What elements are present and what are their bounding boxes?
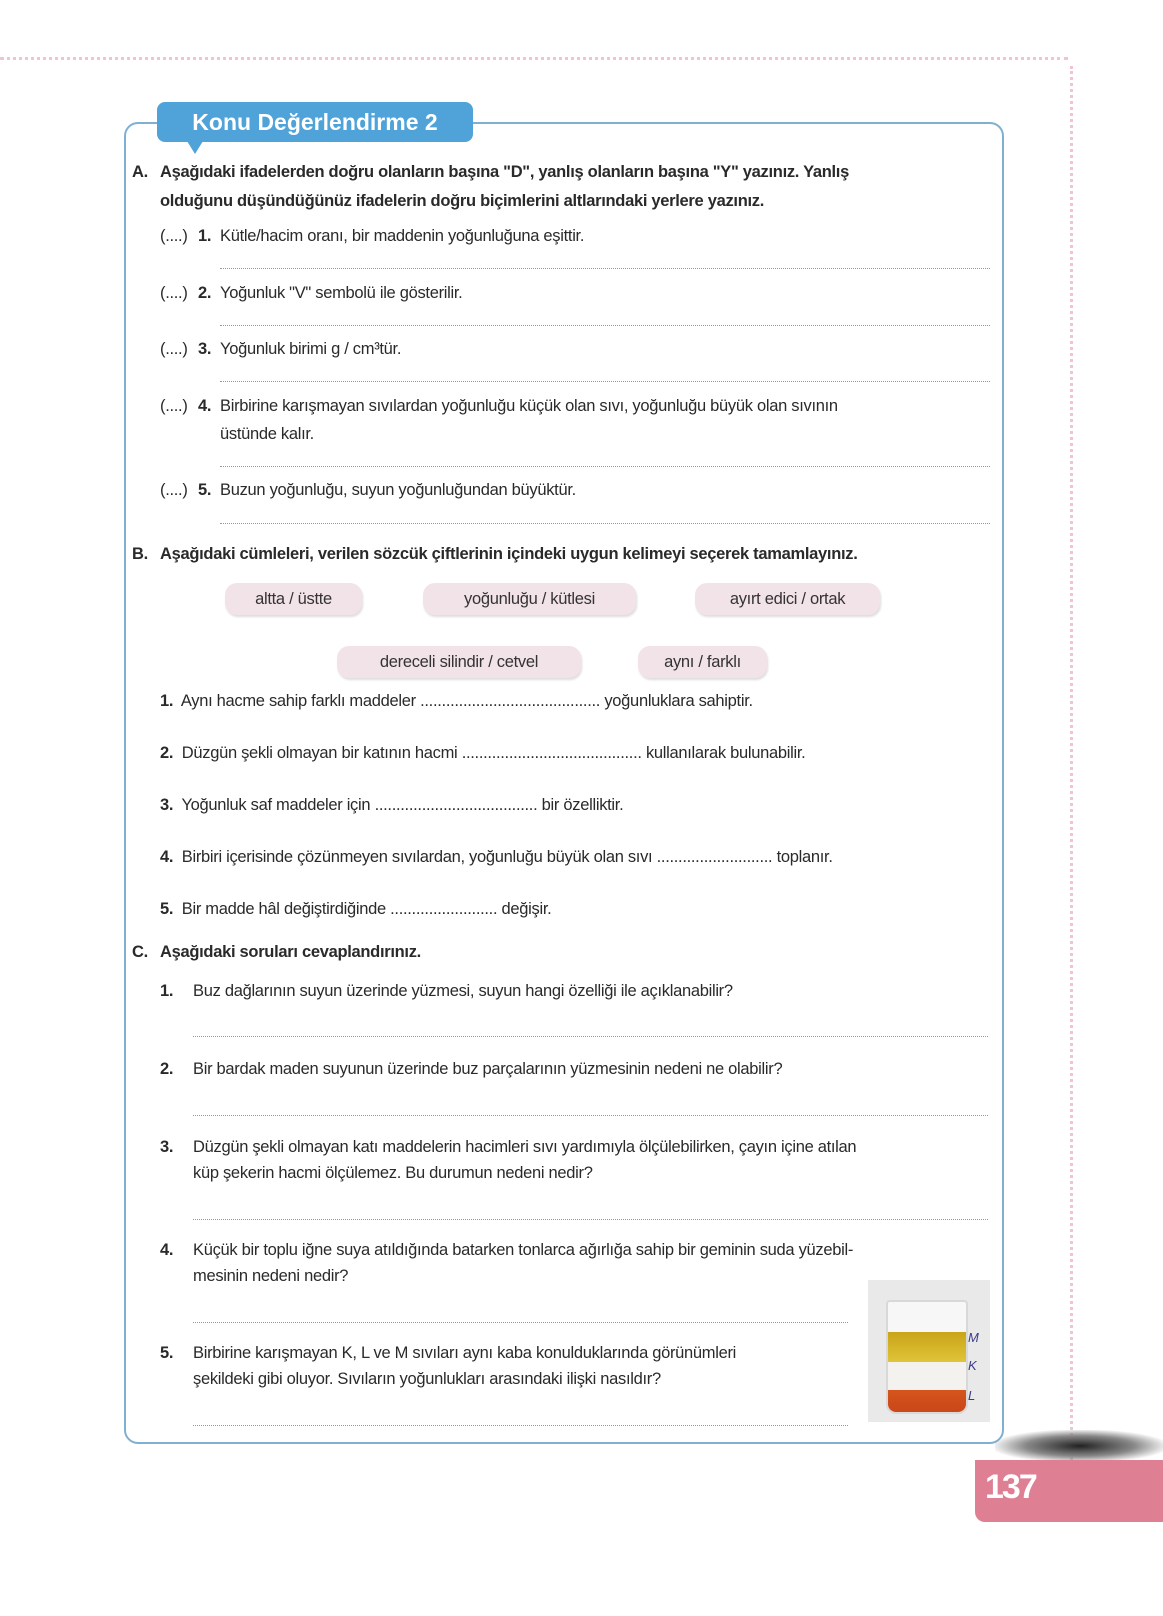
item-text-end: toplanır. [776,848,833,866]
answer-line[interactable] [220,523,990,524]
question-text: Bir bardak maden suyunun üzerinde buz parçalarının yüzmesinin nedeni ne olabilir? [193,1060,783,1078]
fill-blank[interactable]: .......................................... [461,744,642,762]
page-tab-shadow [995,1430,1163,1462]
question-text: Birbirine karışmayan K, L ve M sıvıları aynı kaba konulduklarında görünümleri [193,1344,737,1362]
question-text-cont: mesinin nedeni nedir? [193,1267,349,1285]
answer-line[interactable] [193,1425,848,1426]
answer-blank[interactable]: (....) [160,397,188,415]
item-text: Kütle/hacim oranı, bir maddenin yoğunluğuna eşittir. [220,227,585,245]
fill-blank[interactable]: ......................... [390,900,498,918]
answer-line[interactable] [193,1322,848,1323]
item-number: 2. [160,1060,174,1078]
item-number: 5. [198,481,212,499]
item-number: 5. [160,900,174,918]
section-c-heading: Aşağıdaki soruları cevaplandırınız. [160,943,421,961]
word-pair-chip: dereceli silindir / cetvel [337,646,581,678]
item-number: 1. [198,227,212,245]
item-text: Aynı hacme sahip farklı maddeler [180,692,416,710]
liquid-l [888,1390,966,1412]
item-text-end: kullanılarak bulunabilir. [645,744,806,762]
item-text: Düzgün şekli olmayan bir katının hacmi [181,744,458,762]
answer-blank[interactable]: (....) [160,340,188,358]
answer-line[interactable] [193,1219,988,1220]
fill-blank[interactable]: ........................... [656,848,773,866]
b-item-4 [160,847,833,867]
answer-line[interactable] [220,381,990,382]
section-b-heading: Aşağıdaki cümleleri, verilen sözcük çiftlerinin içindeki uygun kelimeyi seçerek tamamlayınız. [160,545,858,563]
item-number: 1. [160,692,174,710]
item-number: 5. [160,1344,174,1362]
question-text: Küçük bir toplu iğne suya atıldığında batarken tonlarca ağırlığa sahip bir geminin suda yüzebil- [193,1241,854,1259]
b-item-3 [160,795,623,815]
item-text-end: bir özelliktir. [541,796,624,814]
answer-blank[interactable]: (....) [160,481,188,499]
label-m: M [968,1330,979,1345]
answer-line[interactable] [220,268,990,269]
item-number: 3. [160,796,174,814]
liquid-k [888,1362,966,1390]
item-number: 2. [160,744,174,762]
item-number: 3. [198,340,212,358]
question-text: Düzgün şekli olmayan katı maddelerin hacimleri sıvı yardımıyla ölçülebilirken, çayın içine atılan [193,1138,857,1156]
word-pair-chip: aynı / farklı [638,646,767,678]
glass [886,1300,968,1414]
label-l: L [968,1388,975,1403]
item-text: Birbirine karışmayan sıvılardan yoğunluğu küçük olan sıvı, yoğunluğu büyük olan sıvının [220,397,838,415]
answer-blank[interactable]: (....) [160,284,188,302]
answer-line[interactable] [220,325,990,326]
item-text: Yoğunluk birimi g / cm³tür. [220,340,402,358]
item-text: Yoğunluk saf maddeler için [181,796,371,814]
item-text: Birbiri içerisinde çözünmeyen sıvılardan, yoğunluğu büyük olan sıvı [181,848,653,866]
b-item-2 [160,743,805,763]
answer-line[interactable] [193,1115,988,1116]
item-text: Yoğunluk "V" sembolü ile gösterilir. [220,284,463,302]
right-dotted-border [1070,66,1073,1466]
item-number: 4. [198,397,212,415]
answer-blank[interactable]: (....) [160,227,188,245]
item-text-end: yoğunluklara sahiptir. [604,692,753,710]
fill-blank[interactable]: ...................................... [374,796,538,814]
question-text-cont: küp şekerin hacmi ölçülemez. Bu durumun nedeni nedir? [193,1164,593,1182]
section-title: Konu Değerlendirme 2 [157,102,473,142]
item-text: Bir madde hâl değiştirdiğinde [181,900,386,918]
b-item-1 [160,691,753,711]
item-number: 1. [160,982,174,1000]
item-number: 4. [160,1241,174,1259]
top-dotted-border [0,57,1068,60]
word-pair-chip: ayırt edici / ortak [695,583,880,615]
label-k: K [968,1358,977,1373]
answer-line[interactable] [220,466,990,467]
word-pair-chip: altta / üstte [225,583,362,615]
item-number: 4. [160,848,174,866]
section-a-heading: Aşağıdaki ifadelerden doğru olanların başına "D", yanlış olanların başına "Y" yazınız. Yanlış [160,163,849,181]
question-text-cont: şekildeki gibi oluyor. Sıvıların yoğunlukları arasındaki ilişki nasıldır? [193,1370,661,1388]
item-number: 3. [160,1138,174,1156]
page-number: 137 [985,1468,1036,1506]
word-pair-chip: yoğunluğu / kütlesi [423,583,636,615]
answer-line[interactable] [193,1036,988,1037]
item-number: 2. [198,284,212,302]
section-a-letter: A. [132,163,148,181]
item-text-cont: üstünde kalır. [220,425,314,443]
layered-liquids-photo [868,1280,990,1422]
item-text: Buzun yoğunluğu, suyun yoğunluğundan büyüktür. [220,481,576,499]
item-text-end: değişir. [501,900,552,918]
fill-blank[interactable]: .......................................... [420,692,601,710]
section-c-letter: C. [132,943,148,961]
question-text: Buz dağlarının suyun üzerinde yüzmesi, suyun hangi özelliği ile açıklanabilir? [193,982,733,1000]
section-b-letter: B. [132,545,148,563]
b-item-5 [160,899,551,919]
section-a-heading-2: olduğunu düşündüğünüz ifadelerin doğru biçimlerini altlarındaki yerlere yazınız. [160,192,764,210]
liquid-m [888,1332,966,1362]
